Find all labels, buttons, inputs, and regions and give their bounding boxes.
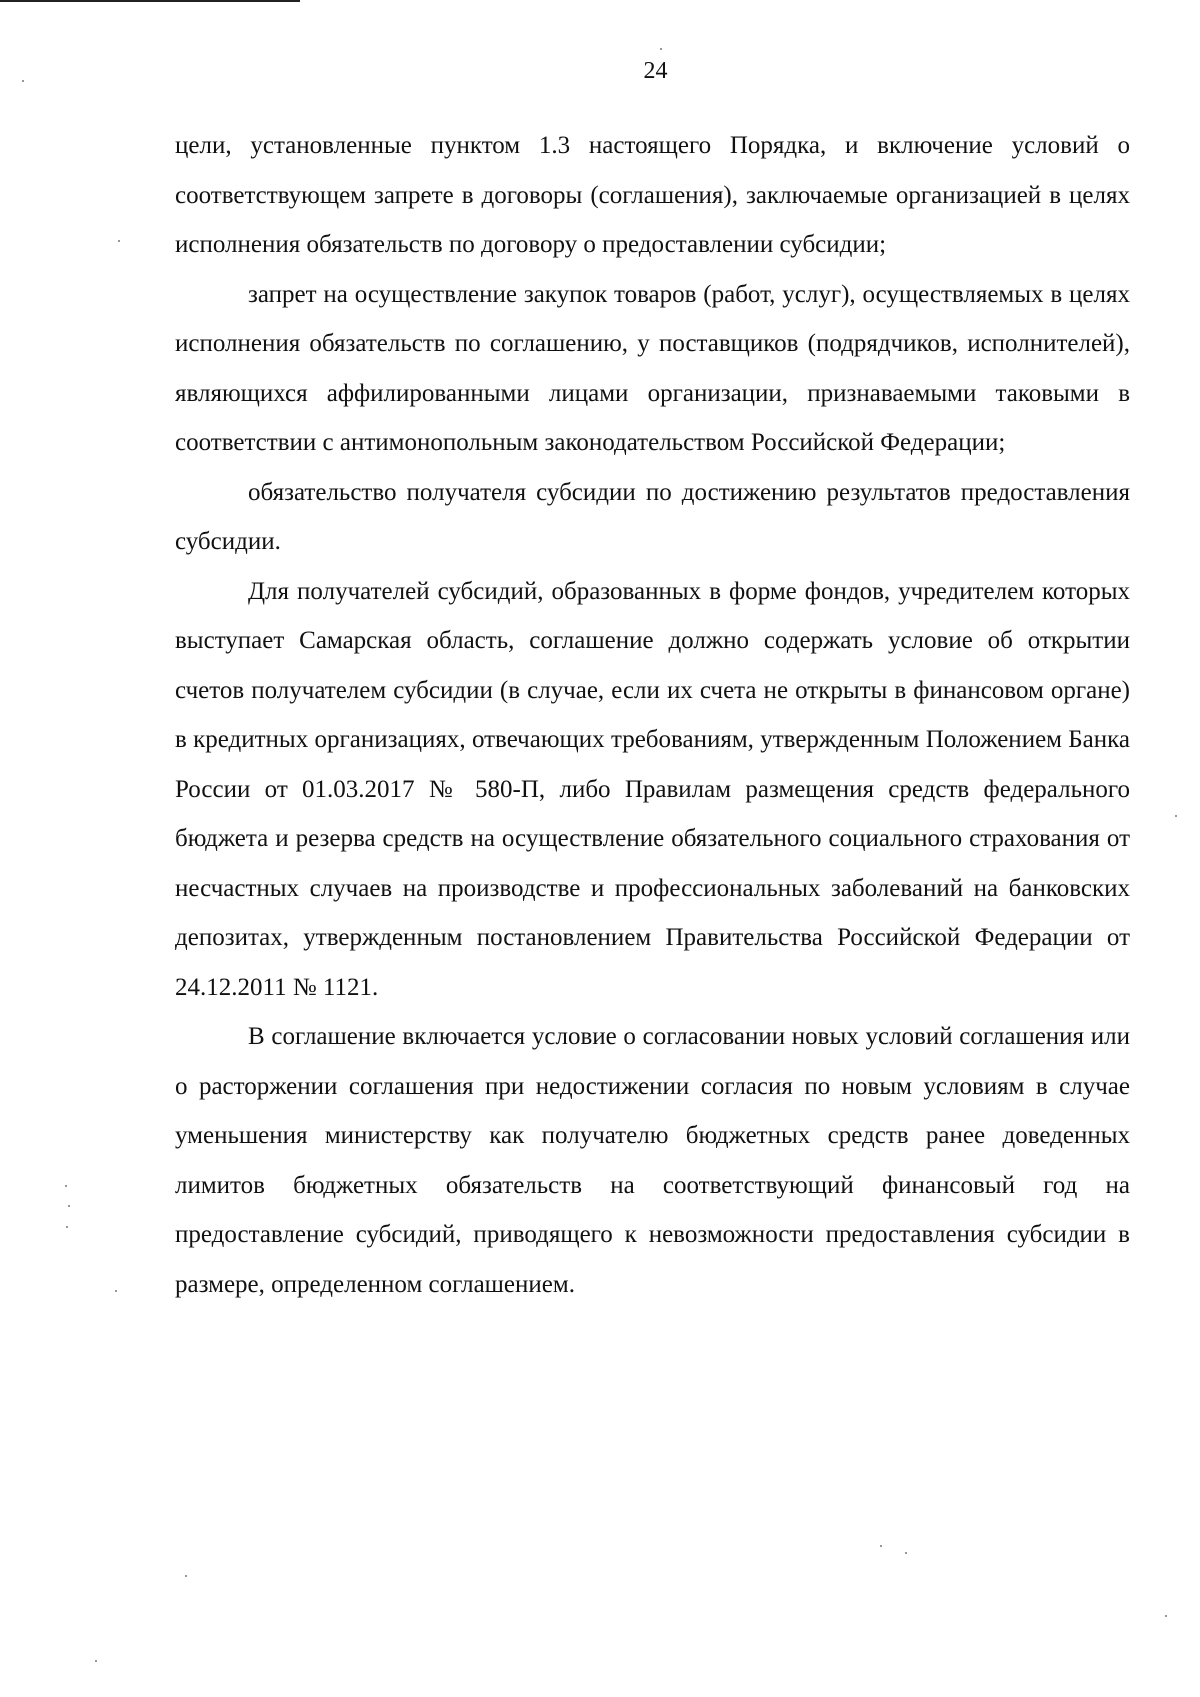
paragraph-results-obligation: обязательство получателя субсидии по достижению результатов предоставления субсидии. [175,478,1130,555]
paragraph-agreement-conditions: В соглашение включается условие о согласовании новых условий соглашения или о расторжении соглашения при недостижении согласия по новым условиям в случае уменьшения министерству как получателю бюджетных средств ранее доведенных лимитов бюджетных обязательств на соответствующий финансовый год на предоставление субсидий, приводящего к невозможности предоставления субсидии в размере, определенном соглашением. [175,1023,1130,1298]
page-number: 24 [643,58,668,84]
paragraph-procurement-ban: запрет на осуществление закупок товаров (работ, услуг), осуществляемых в целях исполнения обязательств по соглашению, у поставщиков (подрядчиков, исполнителей), являющихся аффилированными лицами организации, признаваемыми таковыми в соответствии с антимонопольным законодательством Российской Федерации; [175,280,1130,456]
paragraph-fund-accounts: Для получателей субсидий, образованных в форме фондов, учредителем которых выступает Самарская область, соглашение должно содержать условие об открытии счетов получателем субсидии (в случае, если их счета не открыты в финансовом органе) в кредитных организациях, отвечающих требованиям, утвержденным Положением Банка России от 01.03.2017 № 580-П, либо Правилам размещения средств федерального бюджета и резерва средств на осуществление обязательного социального страхования от несчастных случаев на производстве и профессиональных заболеваний на банковских депозитах, утвержденным постановлением Правительства Российской Федерации от 24.12.2011 № 1121. [175,577,1130,1001]
paragraph-purpose-conditions: цели, установленные пунктом 1.3 настоящего Порядка, и включение условий о соответствующем запрете в договоры (соглашения), заключаемые организацией в целях исполнения обязательств по договору о предоставлении субсидии; [175,132,1130,258]
document-body [175,121,1130,1309]
top-border-line [0,0,300,2]
